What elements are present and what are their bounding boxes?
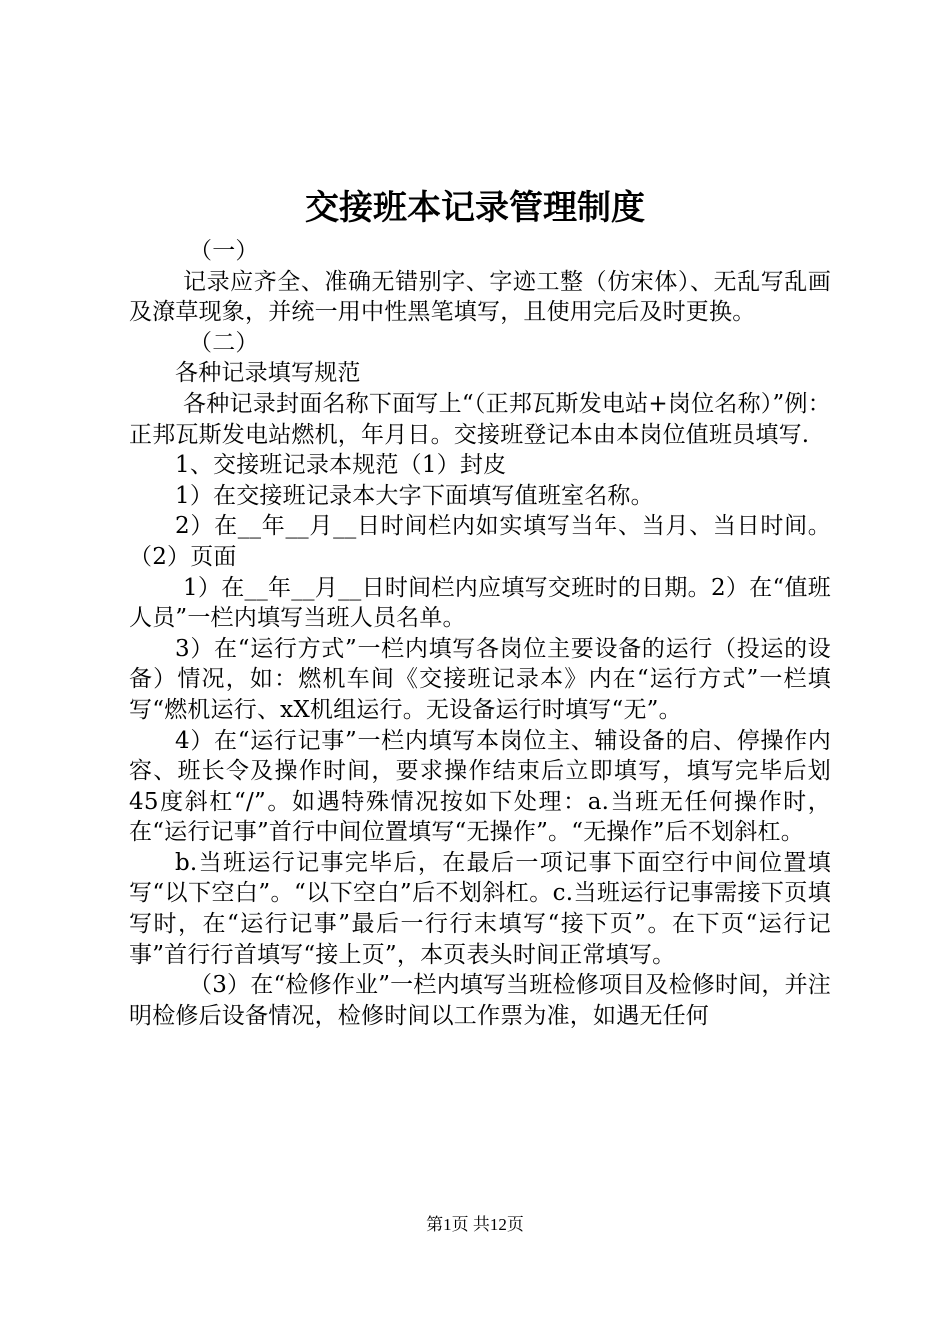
paragraph: 1）在交接班记录本大字下面填写值班室名称。	[175, 482, 654, 509]
paragraph: （3）在“检修作业”一栏内填写当班检修项目及检修时间，并注明检修后设备情况，检修时间以工作票为准，如遇无任何	[129, 972, 831, 1029]
section-marker-2: （二）	[189, 329, 259, 356]
paragraph: b.当班运行记事完毕后，在最后一项记事下面空行中间位置填写“以下空白”。“以下空白”后不划斜杠。c.当班运行记事需接下页填写时，在“运行记事”最后一行行末填写“接下页”。在下页“运行记事”首行行首填写“接上页”，本页表头时间正常填写。	[129, 849, 831, 968]
paragraph: 3）在“运行方式”一栏内填写各岗位主要设备的运行（投运的设备）情况，如：燃机车间《交接班记录本》内在“运行方式”一栏填写“燃机运行、xX机组运行。无设备运行时填写“无”。	[129, 635, 831, 723]
paragraph: 记录应齐全、准确无错别字、字迹工整（仿宋体）、无乱写乱画及潦草现象，并统一用中性黑笔填写，且使用完后及时更换。	[129, 268, 831, 326]
section-marker-1: （一）	[189, 238, 259, 264]
paragraph: 1）在__年__月__日时间栏内应填写交班时的日期。2）在“值班人员”一栏内填写当班人员名单。	[129, 574, 831, 632]
document-body	[129, 236, 831, 1031]
paragraph: 4）在“运行记事”一栏内填写本岗位主、辅设备的启、停操作内容、班长令及操作时间，要求操作结束后立即填写，填写完毕后划45度斜杠“/”。如遇特殊情况按如下处理：a.当班无任何操作时，在“运行记事”首行中间位置填写“无操作”。“无操作”后不划斜杠。	[129, 727, 831, 846]
paragraph: 各种记录封面名称下面写上“（正邦瓦斯发电站+岗位名称）”例：正邦瓦斯发电站燃机，年月日。交接班登记本由本岗位值班员填写.	[129, 390, 831, 448]
document-title: 交接班本记录管理制度	[305, 188, 645, 228]
paragraph: 1、交接班记录本规范（1）封皮	[175, 452, 507, 479]
paragraph: 2）在__年__月__日时间栏内如实填写当年、当月、当日时间。（2）页面	[129, 513, 831, 570]
page-footer: 第1页 共12页	[426, 1215, 524, 1234]
section-heading: 各种记录填写规范	[175, 360, 361, 387]
